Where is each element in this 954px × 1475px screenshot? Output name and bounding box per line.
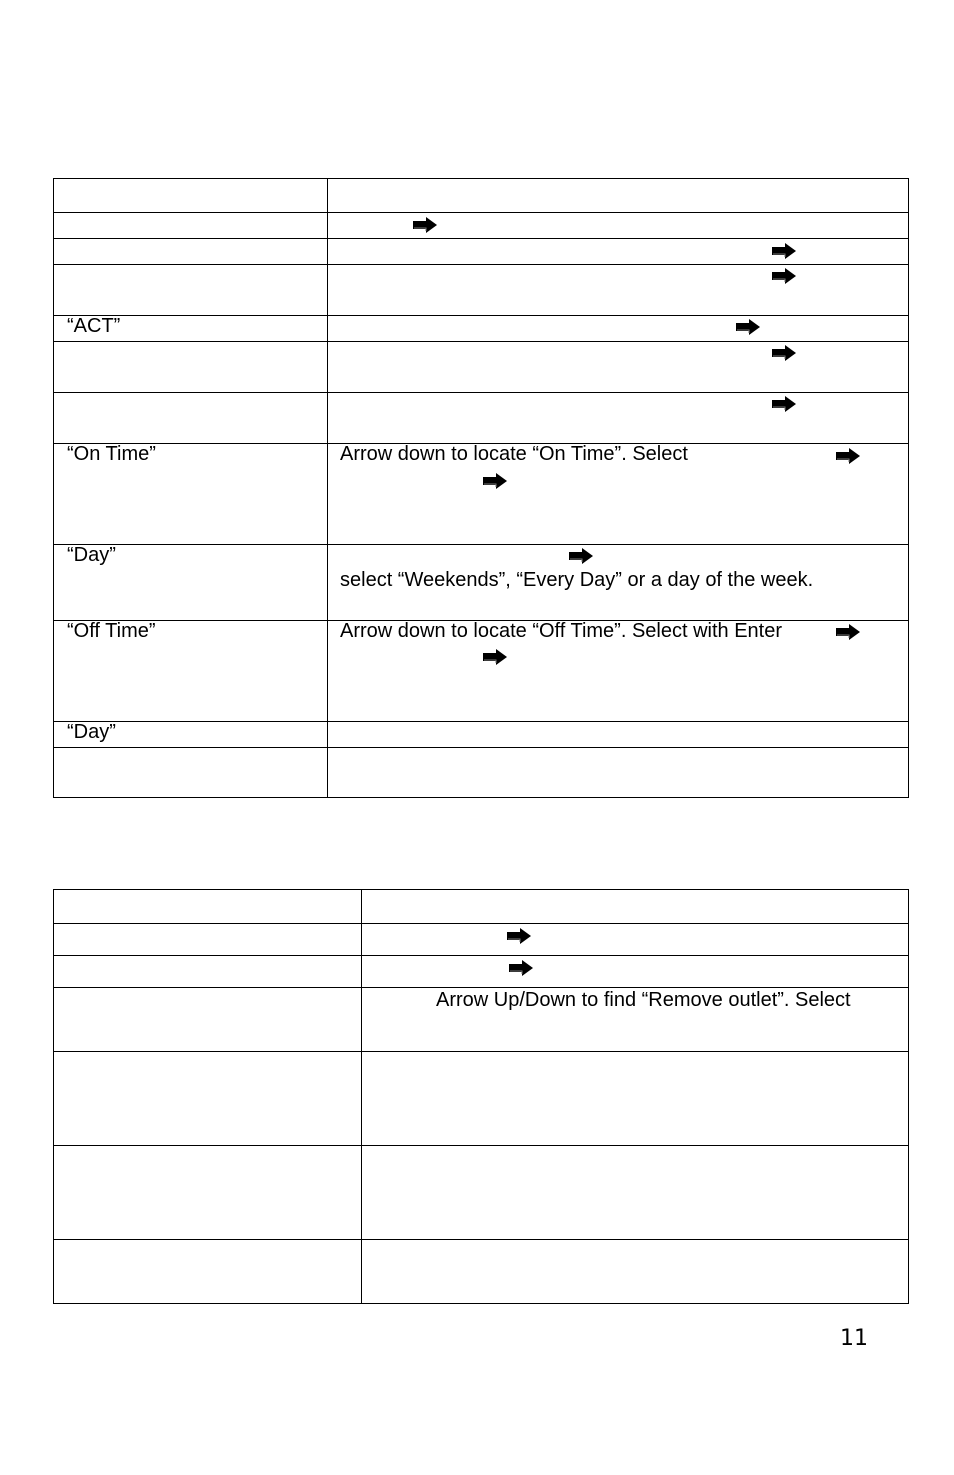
table-row xyxy=(54,923,908,955)
right-arrow-icon xyxy=(771,344,797,362)
table-row xyxy=(54,890,908,923)
right-arrow-icon xyxy=(835,623,861,641)
table-row xyxy=(54,315,908,341)
right-arrow-icon xyxy=(771,395,797,413)
cell-day-2: “Day” xyxy=(67,721,116,743)
right-arrow-icon xyxy=(568,547,594,565)
table-row xyxy=(54,1051,908,1145)
table-row xyxy=(54,1239,908,1303)
table-row xyxy=(54,179,908,212)
page-number: 11 xyxy=(840,1326,868,1351)
right-arrow-icon xyxy=(735,318,761,336)
right-arrow-icon xyxy=(835,447,861,465)
right-arrow-icon xyxy=(508,959,534,977)
table-row xyxy=(54,721,908,747)
cell-remove-outlet-desc: Arrow Up/Down to find “Remove outlet”. Select xyxy=(436,989,851,1011)
right-arrow-icon xyxy=(482,648,508,666)
right-arrow-icon xyxy=(506,927,532,945)
right-arrow-icon xyxy=(482,472,508,490)
cell-day-desc: select “Weekends”, “Every Day” or a day of the week. xyxy=(340,569,814,591)
right-arrow-icon xyxy=(771,267,797,285)
cell-off-time-desc: Arrow down to locate “Off Time”. Select with Enter xyxy=(340,620,783,642)
table-row xyxy=(54,955,908,987)
table-row xyxy=(54,212,908,238)
right-arrow-icon xyxy=(412,216,438,234)
cell-off-time: “Off Time” xyxy=(67,620,156,642)
cell-on-time-desc: Arrow down to locate “On Time”. Select xyxy=(340,443,688,465)
right-arrow-icon xyxy=(771,242,797,260)
cell-day: “Day” xyxy=(67,544,116,566)
table-2 xyxy=(53,889,909,1304)
cell-on-time: “On Time” xyxy=(67,443,156,465)
cell-act: “ACT” xyxy=(67,315,121,337)
table-row xyxy=(54,1145,908,1239)
table-row xyxy=(54,747,908,798)
